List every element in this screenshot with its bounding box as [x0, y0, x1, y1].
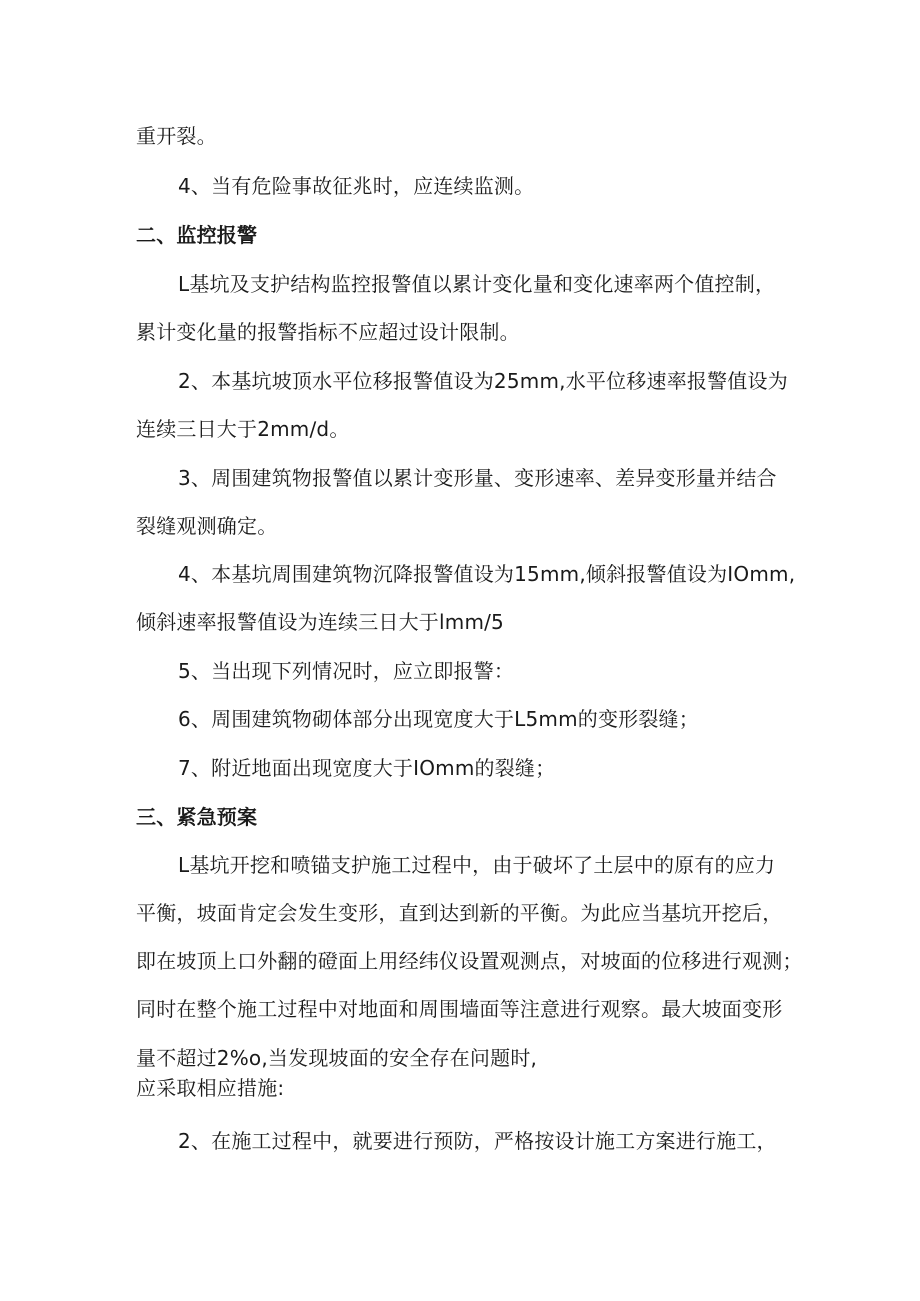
section-heading-emergency-plan: 三、紧急预案 [136, 805, 258, 829]
text-line: 平衡，坡面肯定会发生变形，直到达到新的平衡。为此应当基坑开挖后， [136, 901, 783, 925]
text-line: 即在坡顶上口外翻的磴面上用经纬仪设置观测点，对坡面的位移进行观测； [136, 949, 803, 973]
text-line: 应采取相应措施: [136, 1076, 285, 1100]
text-line: 2、本基坑坡顶水平位移报警值设为25mm,水平位移速率报警值设为 [178, 369, 788, 393]
section-heading-monitoring-alarm: 二、监控报警 [136, 223, 258, 247]
text-line: 7、附近地面出现宽度大于IOmm的裂缝； [178, 756, 556, 780]
text-line: 4、本基坑周围建筑物沉降报警值设为15mm,倾斜报警值设为IOmm, [178, 562, 796, 586]
text-line: 连续三日大于2mm∕d。 [136, 417, 350, 441]
text-line: 同时在整个施工过程中对地面和周围墙面等注意进行观察。最大坡面变形 [136, 997, 783, 1021]
text-line: L基坑开挖和喷锚支护施工过程中，由于破坏了土层中的原有的应力 [178, 853, 776, 877]
text-line: 2、在施工过程中，就要进行预防，严格按设计施工方案进行施工， [178, 1129, 777, 1153]
text-line: 裂缝观测确定。 [136, 514, 278, 538]
text-line: 倾斜速率报警值设为连续三日大于lmm/5 [136, 610, 504, 634]
text-line: 重开裂。 [136, 124, 217, 148]
text-line: 3、周围建筑物报警值以累计变形量、变形速率、差异变形量并结合 [178, 466, 777, 490]
text-line: 6、周围建筑物砌体部分出现宽度大于L5mm的变形裂缝； [178, 707, 699, 731]
text-line: 5、当出现下列情况时，应立即报警： [178, 659, 515, 683]
text-line: L基坑及支护结构监控报警值以累计变化量和变化速率两个值控制， [178, 272, 776, 296]
text-line: 累计变化量的报警指标不应超过设计限制。 [136, 320, 520, 344]
text-line: 量不超过2%o,当发现坡面的安全存在问题时, [136, 1046, 538, 1070]
text-line: 4、当有危险事故征兆时，应连续监测。 [178, 174, 535, 198]
